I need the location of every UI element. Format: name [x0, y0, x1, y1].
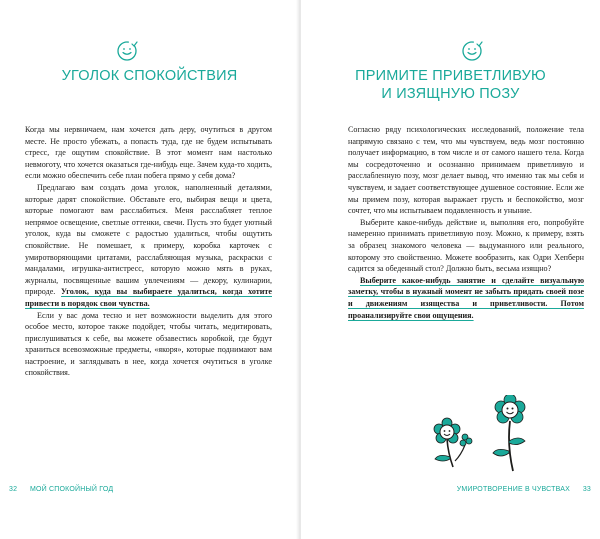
page-number: 32 [9, 486, 18, 493]
paragraph: Предлагаю вам создать дома уголок, наполненный деталями, которые дарят спокойствие. Обставьте его, выбирая вещи и цвета, которые помогают вам расслабиться. Меня расслабляет теплое непрямое освещение, светлые оттенки, свечи. Пусть это будет уютный уголок, куда вы сможете с радостью удалиться, чтобы ощутить спокойствие. Не помешает, к примеру, коробка карточек с умиротворяющими цитатами, расслабляющая музыка, раскраски с мандалами, игрушка-антистресс, которую можно мять в руках, журналы, посвященные вашим увлечениям — декору, кулинарии, природе. Уголок, куда вы выбираете удалиться, когда хотите привести в порядок свои чувства. [25, 182, 272, 308]
paragraph: Выберите какое-нибудь действие и, выполняя его, попробуйте намеренно принимать приветливую позу. Можно, к примеру, взять за образец знакомого человека — выдуманного или реального, которому это свойственно. Можете вообразить, как Одри Хепберн садится за обеденный стол? Должно быть, весьма изящно? [348, 217, 584, 274]
highlighted-text: Выберите какое-нибудь занятие и сделайте визуальную заметку, чтобы в нужный момент не забыть придать своей позе и движениям изящества и приветливости. Потом проанализируйте свои ощущения. [348, 275, 584, 320]
right-page [301, 0, 600, 539]
running-title: МОЙ СПОКОЙНЫЙ ГОД [30, 486, 114, 493]
running-title: УМИРОТВОРЕНИЕ В ЧУВСТВАХ [456, 486, 570, 493]
tall-flower-icon [493, 395, 525, 471]
smiling-flowers-illustration [417, 395, 537, 475]
paragraph [348, 275, 584, 321]
right-body-text [348, 124, 584, 321]
smiley-badge-icon [461, 40, 483, 62]
paragraph: Согласно ряду психологических исследований, положение тела напрямую связано с тем, что мы чувствуем, ведь мозг постоянно получает информацию, в том числе и от самого нашего тела. Когда мы сосредоточенно и осознанно принимаем приветливую и расслабленную позу, мозг делает вывод, что именно так мы себя и чувствуем, и задает соответствующее душевное состояние. Если же мы примем позу, которая выражает грусть и беспокойство, мозг сочтет, что мы испытываем подавленность и уныние. [348, 125, 584, 216]
left-body-text [25, 124, 272, 379]
highlighted-text: Уголок, куда вы выбираете удалиться, когда хотите привести в порядок свои чувства. [25, 287, 272, 308]
right-page-title: ПРИМИТЕ ПРИВЕТЛИВУЮ И ИЗЯЩНУЮ ПОЗУ [355, 68, 546, 102]
small-flower-icon [434, 418, 472, 467]
paragraph: Если у вас дома тесно и нет возможности выделить для этого особое место, которое также подойдет, чтобы читать, медитировать, прислушиваться к себе, вы можете обзавестись коробкой, где будут храниться всевозможные предметы, «якоря», которые поднимают вам настроение, и заглядывать в нее, когда хочется очутиться в уголке спокойствия. [25, 310, 272, 378]
smiley-badge-icon [116, 40, 138, 62]
page-number: 33 [582, 486, 591, 493]
left-page-title: УГОЛОК СПОКОЙСТВИЯ [61, 68, 238, 84]
paragraph: Когда мы нервничаем, нам хочется дать деру, очутиться в другом месте. Не просто убежать, а попасть туда, где не будем испытывать стресс, где ощутим спокойствие. В этот момент нам настолько невмоготу, что хочется оказаться где-нибудь еще. Зачем куда-то ходить, если можно обеспечить себе план побега прямо у себя дома? [25, 125, 272, 181]
left-page [0, 0, 299, 539]
